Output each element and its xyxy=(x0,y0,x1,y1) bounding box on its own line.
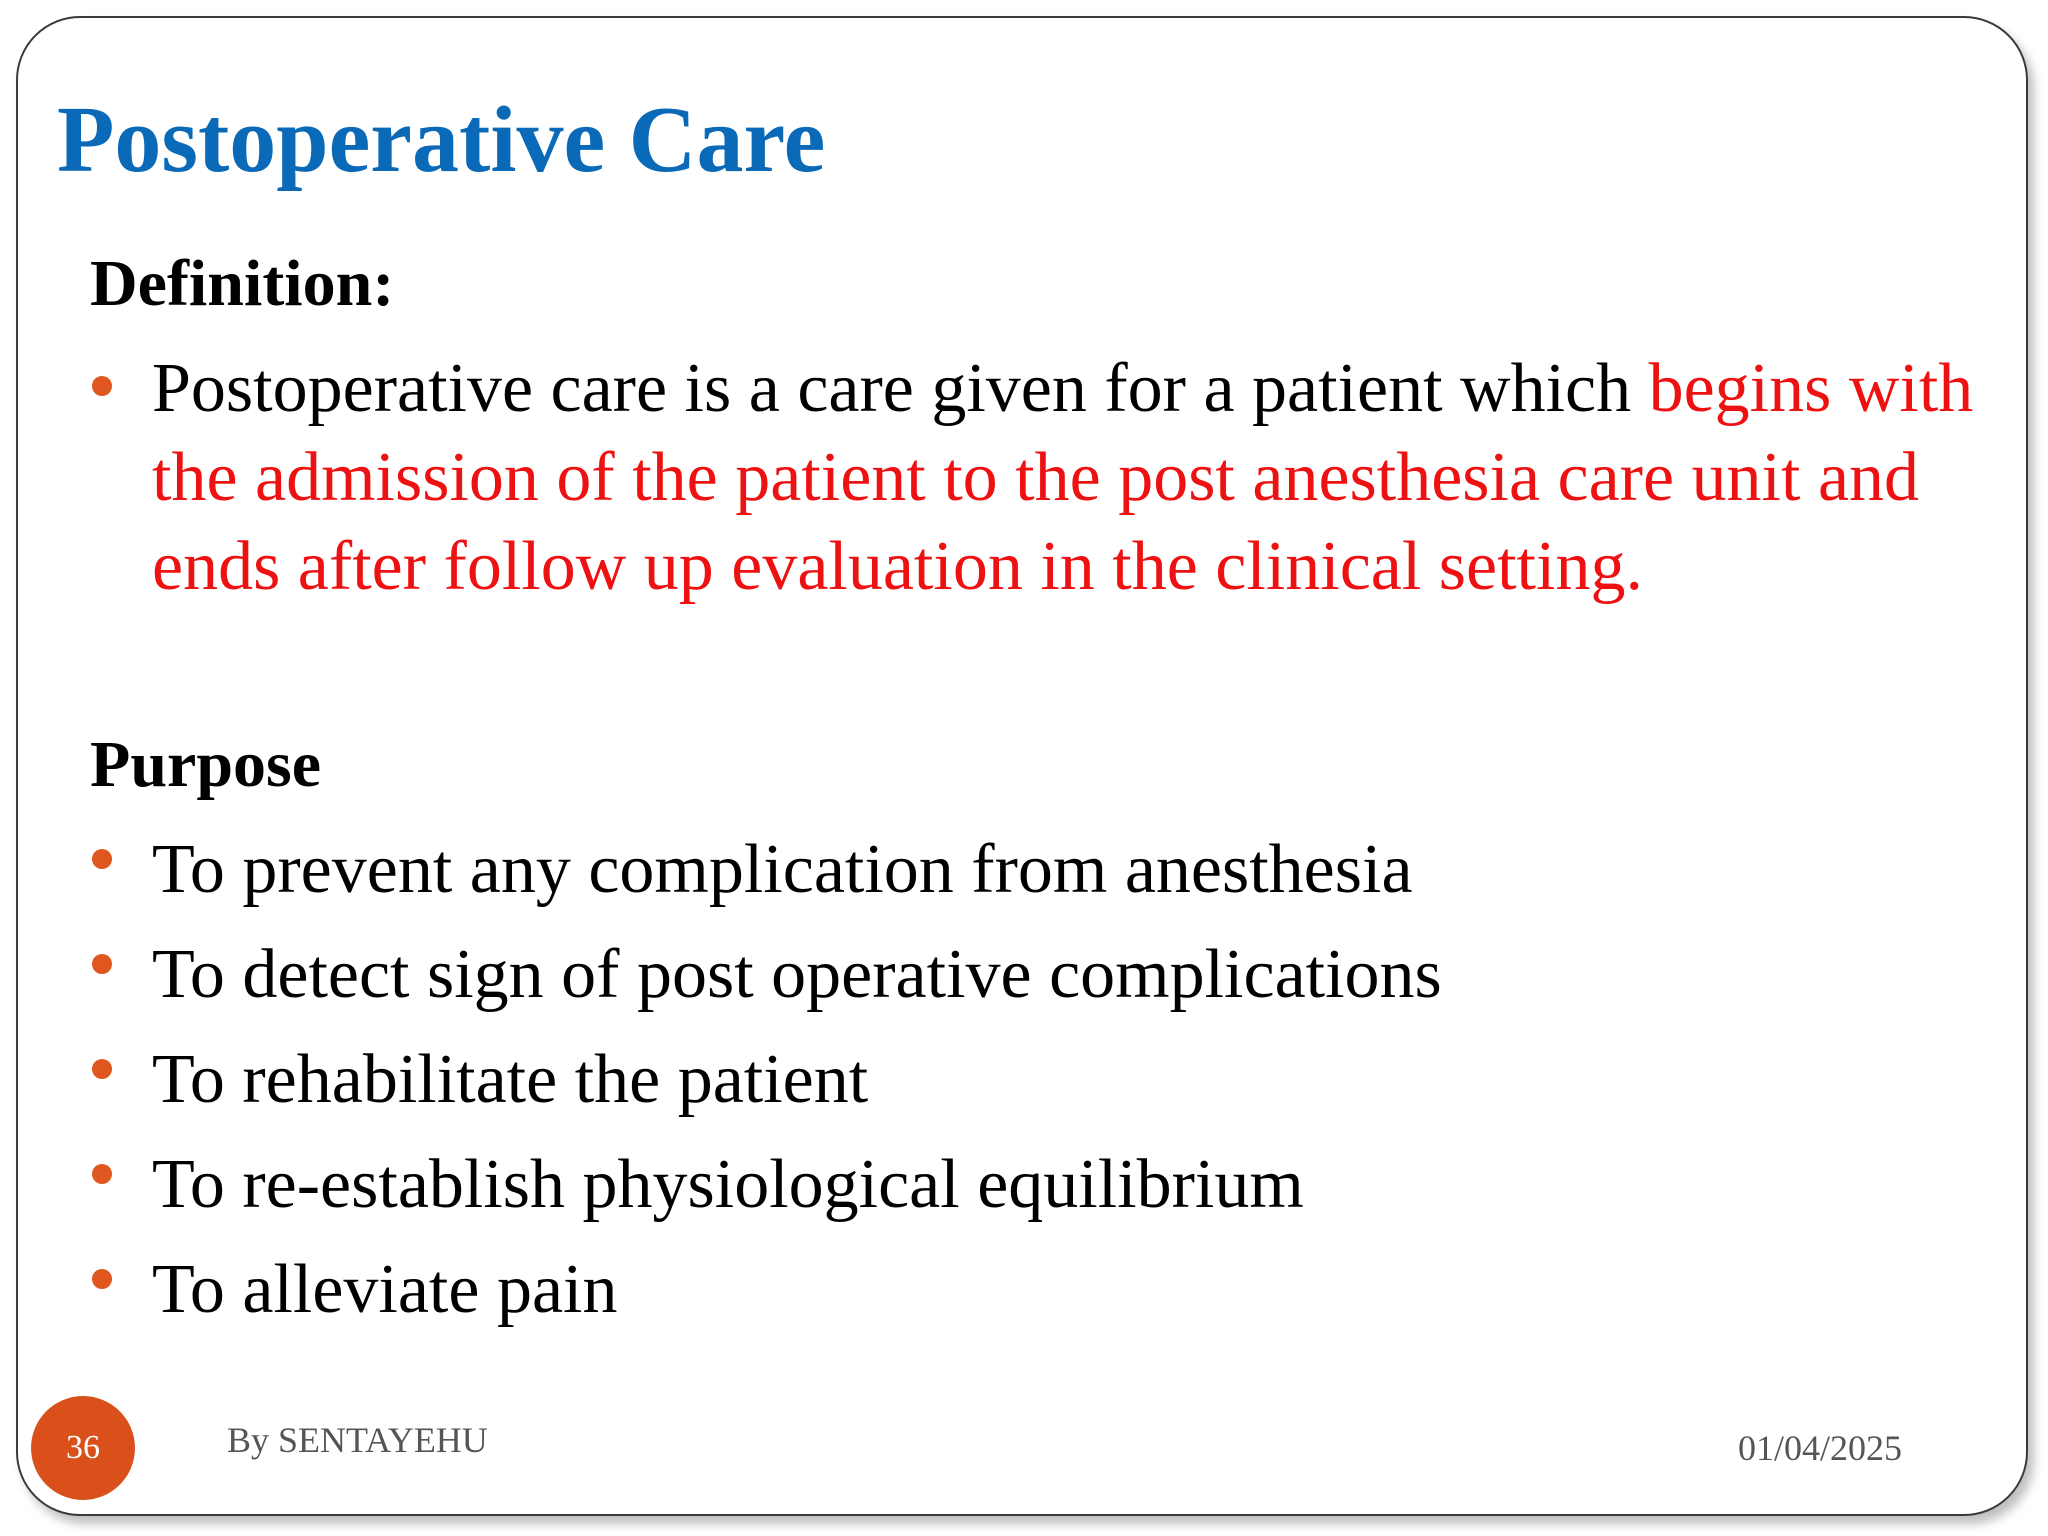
bullet-dot-icon xyxy=(92,1164,112,1184)
definition-list xyxy=(90,344,2002,611)
definition-heading: Definition: xyxy=(90,247,395,320)
purpose-item xyxy=(90,1132,1442,1237)
bullet-dot-icon xyxy=(92,954,112,974)
definition-item xyxy=(90,344,2002,611)
slide-title: Postoperative Care xyxy=(57,88,826,192)
purpose-item xyxy=(90,1027,1442,1132)
purpose-item xyxy=(90,1237,1442,1342)
definition-highlight-text: begins with the admission of the patient to the post anesthesia care unit and ends after follow up evaluation in the clinical setting. xyxy=(152,350,1974,605)
purpose-item xyxy=(90,922,1442,1027)
page-number-badge: 36 xyxy=(31,1396,135,1500)
author-label: By SENTAYEHU xyxy=(227,1420,488,1460)
purpose-heading: Purpose xyxy=(90,728,321,801)
bullet-dot-icon xyxy=(92,849,112,869)
bullet-dot-icon xyxy=(92,376,112,396)
purpose-item-text: To rehabilitate the patient xyxy=(152,1041,869,1118)
purpose-item-text: To alleviate pain xyxy=(152,1251,618,1328)
definition-text: Postoperative care is a care given for a patient which xyxy=(152,350,1649,427)
purpose-list xyxy=(90,817,1442,1342)
bullet-dot-icon xyxy=(92,1059,112,1079)
date-label: 01/04/2025 xyxy=(1738,1428,1903,1468)
purpose-item-text: To re-establish physiological equilibrium xyxy=(152,1146,1304,1223)
purpose-item-text: To detect sign of post operative complications xyxy=(152,936,1442,1013)
purpose-item xyxy=(90,817,1442,922)
bullet-dot-icon xyxy=(92,1269,112,1289)
purpose-item-text: To prevent any complication from anesthesia xyxy=(152,831,1413,908)
